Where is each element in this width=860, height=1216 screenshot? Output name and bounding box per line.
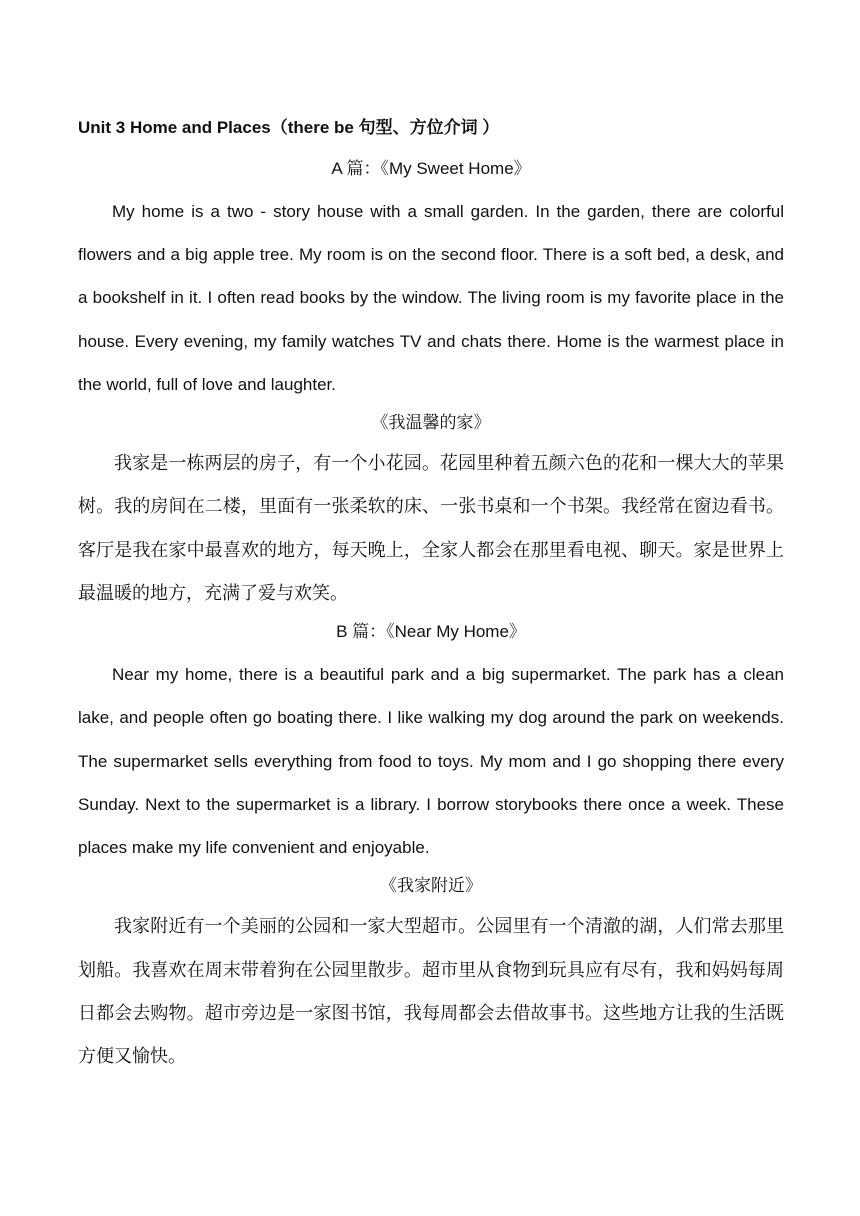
section-b-title-en: B 篇：《Near My Home》 [336, 622, 526, 642]
document-page [78, 112, 784, 1080]
unit-heading: Unit 3 Home and Places（there be 句型、方位介词 ） [78, 118, 500, 137]
section-b-text-cn: 我家附近有一个美丽的公园和一家大型超市。公园里有一个清澈的湖，人们常去那里划船。我喜欢在周末带着狗在公园里散步。超市里从食物到玩具应有尽有，我和妈妈每周日都会去购物。超市旁边是一家图书馆，我每周都会去借故事书。这些地方让我的生活既方便又愉快。 [78, 916, 784, 1068]
section-a-text-en: My home is a two - story house with a small garden. In the garden, there are colorful flowers and a big apple tree. My room is on the second floor. There is a soft bed, a desk, and a bookshelf in it. I often read books by the window. The living room is my favorite place in the house. Every evening, my family watches TV and chats there. Home is the warmest place in the world, full of love and laughter. [78, 202, 784, 394]
section-a [78, 154, 784, 615]
section-a-title-cn: 《我温馨的家》 [371, 413, 491, 434]
section-b-text-en: Near my home, there is a beautiful park and a big supermarket. The park has a clean lake, and people often go boating there. I like walking my dog around the park on weekends. The supermarket sells everything from food to toys. My mom and I go shopping there every Sunday. Next to the supermarket is a library. I borrow storybooks there once a week. These places make my life convenient and enjoyable. [78, 665, 784, 858]
section-a-text-cn: 我家是一栋两层的房子，有一个小花园。花园里种着五颜六色的花和一棵大大的苹果树。我的房间在二楼，里面有一张柔软的床、一张书桌和一个书架。我经常在窗边看书。客厅是我在家中最喜欢的地方，每天晚上，全家人都会在那里看电视、聊天。家是世界上最温暖的地方，充满了爱与欢笑。 [78, 453, 784, 604]
section-a-title-en: A 篇：《My Sweet Home》 [331, 159, 531, 178]
section-b [78, 617, 784, 1078]
section-b-title-cn: 《我家附近》 [380, 876, 482, 897]
